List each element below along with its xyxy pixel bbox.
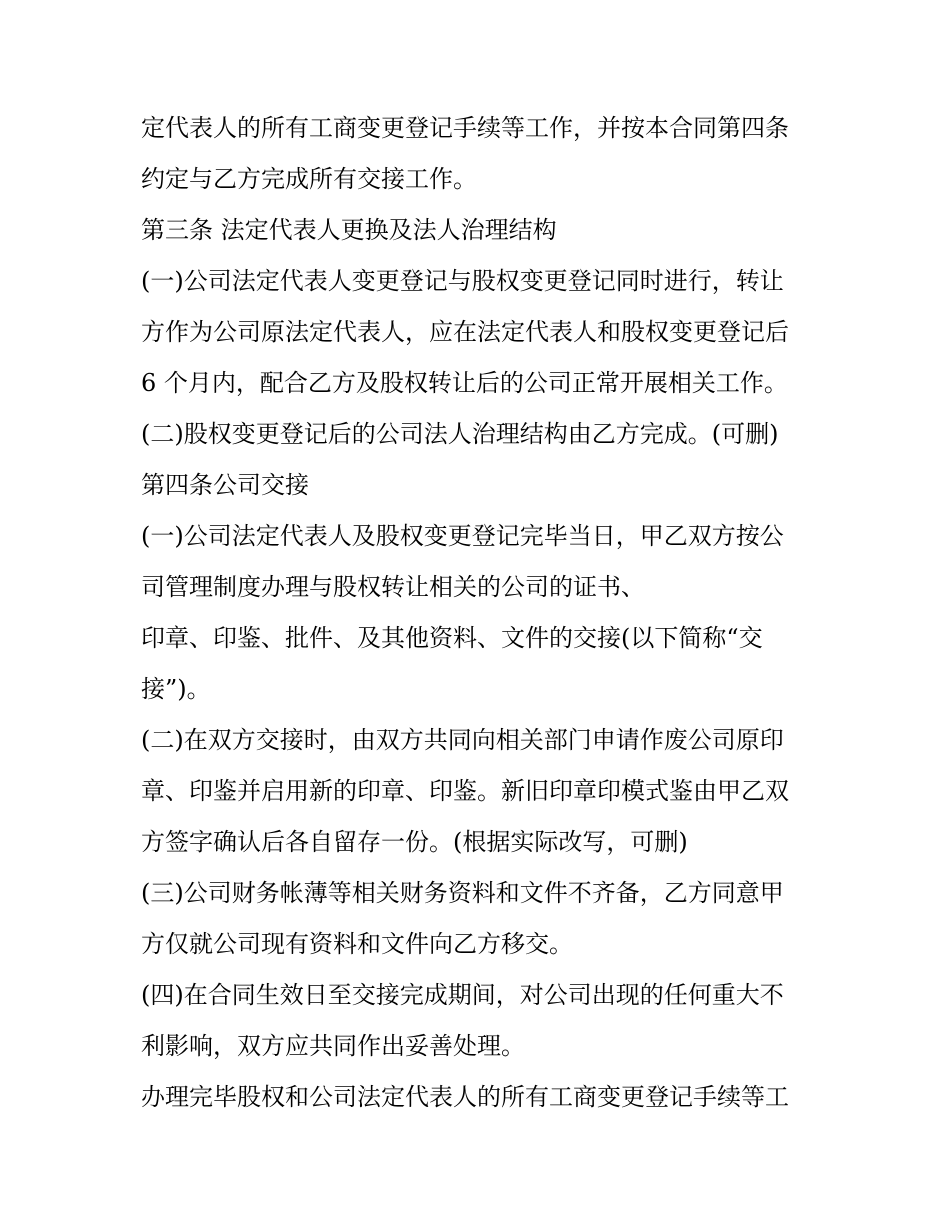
text-line: 定代表人的所有工商变更登记手续等工作，并按本合同第四条 (141, 114, 789, 142)
text-line: 6 个月内，配合乙方及股权转让后的公司正常开展相关工作。 (141, 369, 788, 397)
text-line: (三)公司财务帐薄等相关财务资料和文件不齐备，乙方同意甲 (141, 879, 784, 907)
text-line: 司管理制度办理与股权转让相关的公司的证书、 (141, 573, 645, 601)
text-line: (四)在合同生效日至交接完成期间，对公司出现的任何重大不 (141, 981, 784, 1009)
text-line: 办理完毕股权和公司法定代表人的所有工商变更登记手续等工 (141, 1083, 789, 1111)
text-line: 章、印鉴并启用新的印章、印鉴。新旧印章印模式鉴由甲乙双 (141, 777, 789, 805)
text-line: (一)公司法定代表人变更登记与股权变更登记同时进行，转让 (141, 267, 784, 295)
text-line: 方签字确认后各自留存一份。(根据实际改写，可删) (141, 828, 688, 856)
text-line: 方作为公司原法定代表人，应在法定代表人和股权变更登记后 (141, 318, 789, 346)
text-line: 约定与乙方完成所有交接工作。 (141, 165, 477, 193)
section-heading: 第四条公司交接 (141, 471, 309, 499)
text-line: (二)在双方交接时，由双方共同向相关部门申请作废公司原印 (141, 726, 784, 754)
text-line: (一)公司法定代表人及股权变更登记完毕当日，甲乙双方按公 (141, 522, 784, 550)
text-line: 方仅就公司现有资料和文件向乙方移交。 (141, 930, 573, 958)
text-line: 利影响，双方应共同作出妥善处理。 (141, 1032, 525, 1060)
text-line: 接”)。 (141, 675, 211, 703)
text-line: 印章、印鉴、批件、及其他资料、文件的交接(以下简称“交 (141, 624, 763, 652)
document-body (141, 103, 821, 1123)
text-line: (二)股权变更登记后的公司法人治理结构由乙方完成。(可删) (141, 420, 779, 448)
section-heading: 第三条 法定代表人更换及法人治理结构 (141, 216, 557, 244)
